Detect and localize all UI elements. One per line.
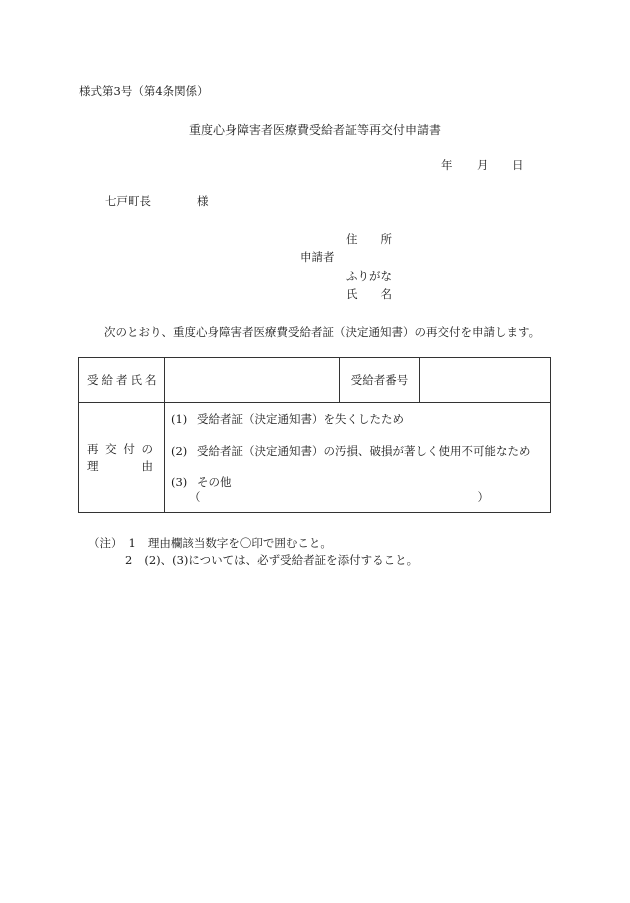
note-1 (88, 535, 332, 551)
reason-option-2[interactable] (171, 443, 531, 459)
recipient-number-label: 受給者番号 (340, 358, 420, 403)
other-open-paren: （ (189, 490, 201, 504)
reason-text: 受給者証（決定通知書）を失くしたため (197, 412, 404, 426)
note-number: 1 (128, 536, 136, 550)
reason-text: 受給者証（決定通知書）の汚損、破損が著しく使用不可能なため (197, 444, 531, 458)
application-statement: 次のとおり、重度心身障害者医療費受給者証（決定通知書）の再交付を申請します。 (104, 325, 541, 339)
reason-text: その他 (197, 475, 232, 489)
reason-number: (2) (171, 444, 188, 458)
addressee-name: 七戸町長 (105, 194, 151, 208)
note-text: (2)、(3)については、必ず受給者証を添付すること。 (144, 553, 419, 567)
date-year-label: 年 (441, 158, 453, 172)
form-number: 様式第3号（第4条関係） (79, 84, 209, 98)
reason-label-char: 由 (141, 458, 153, 473)
other-reason-field[interactable] (189, 489, 489, 505)
other-close-paren: ） (477, 490, 489, 504)
recipient-name-field[interactable] (165, 358, 340, 403)
date-day-label: 日 (512, 158, 524, 172)
reason-options (165, 403, 551, 513)
date-month-label: 月 (477, 158, 489, 172)
recipient-name-label: 受給者氏名 (79, 358, 165, 403)
reason-label-char: の (141, 441, 153, 456)
reason-label-char: 付 (123, 441, 135, 456)
applicant-name-label: 氏 名 (346, 287, 392, 301)
reason-option-3[interactable] (171, 474, 232, 490)
recipient-number-field[interactable] (420, 358, 551, 403)
application-table (78, 357, 551, 513)
applicant-furigana-label: ふりがな (346, 269, 392, 283)
addressee-honorific: 様 (197, 194, 209, 208)
reason-option-1[interactable] (171, 411, 404, 427)
note-text: 理由欄該当数字を〇印で囲むこと。 (147, 536, 332, 550)
applicant-label: 申請者 (300, 250, 335, 264)
notes-label: （注） (88, 536, 123, 550)
note-number: 2 (125, 553, 133, 567)
reason-label-char: 理 (87, 458, 99, 473)
reason-number: (1) (171, 412, 188, 426)
note-2 (125, 552, 418, 568)
reason-number: (3) (171, 475, 188, 489)
reason-label (79, 403, 165, 513)
document-title: 重度心身障害者医療費受給者証等再交付申請書 (188, 123, 441, 137)
reason-label-char: 交 (105, 441, 117, 456)
applicant-address-label: 住 所 (346, 232, 392, 246)
reason-label-char: 再 (87, 441, 99, 456)
